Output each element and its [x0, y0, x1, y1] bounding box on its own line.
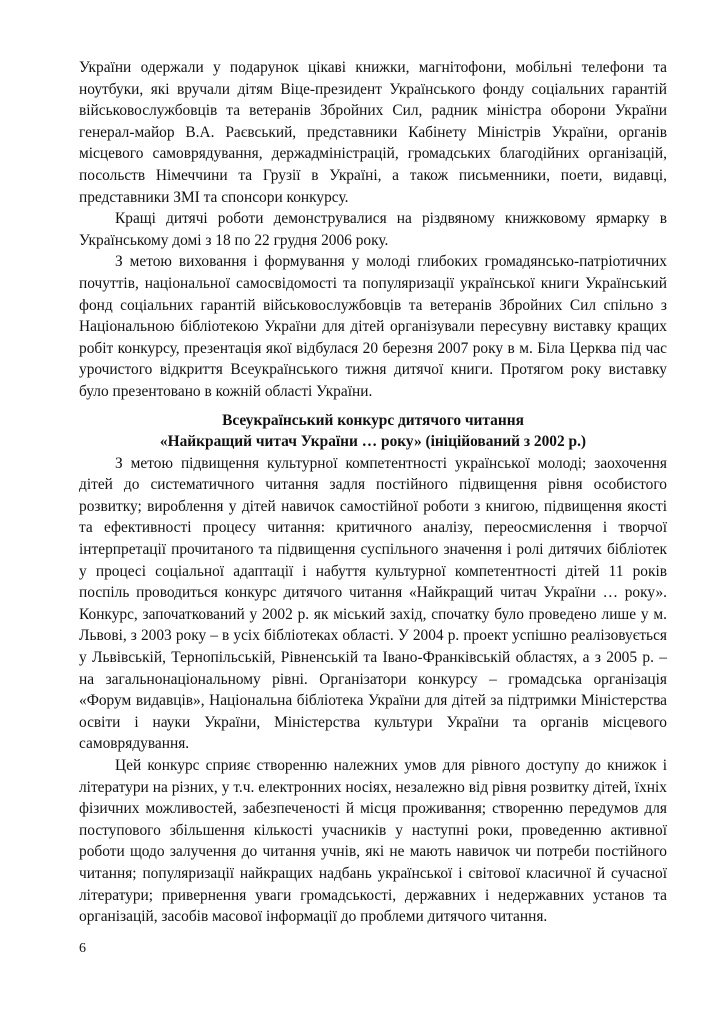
page-body — [79, 57, 667, 928]
paragraph-contest-benefits: Цей конкурс сприяє створенню належних умов для рівного доступу до книжок і літератури на різних, у т.ч. електронних носіях, незалежно від рівня розвитку дітей, їхніх фізичних можливостей, забезпеченості й місця проживання; створенню передумов для поступового збільшення кількості учасників у наступні роки, проведенню активної роботи щодо залучення до читання учнів, які не мають навичок чи потреби постійного читання; популяризації найкращих надбань української і світової класичної й сучасної літератури; привернення уваги громадськості, державних і недержавних установ та організацій, засобів масової інформації до проблеми дитячого читання. — [79, 757, 667, 926]
section-heading — [79, 410, 667, 453]
paragraph-exhibition: З метою виховання і формування у молоді глибоких громадянсько-патріотичних почуттів, національної самосвідомості та популяризації української книги Український фонд соціальних гарантій військовослужбовців та ветеранів Збройних Сил спільно з Національною бібліотекою України для дітей організували пересувну виставку кращих робіт конкурсу, презентація якої відбулася 20 березня 2007 року в м. Біла Церква під час урочистого відкриття Всеукраїнського тижня дитячої книги. Протягом року виставку було презентовано в кожній області України. — [79, 253, 667, 400]
section-heading-line1: Всеукраїнський конкурс дитячого читання — [222, 411, 524, 429]
paragraph-continued: України одержали у подарунок цікаві книжки, магнітофони, мобільні телефони та ноутбуки, які вручали дітям Віце-президент Українського фонду соціальних гарантій військовослужбовців та ветеранів Збройних Сил, радник міністра оборони України генерал-майор В.А. Раєвський, представники Кабінету Міністрів України, органів місцевого самоврядування, держадміністрацій, громадських благодійних організацій, посольств Німеччини та Грузії в Україні, а також письменники, поети, видавці, представники ЗМІ та спонсори конкурсу. — [79, 59, 667, 206]
page-number: 6 — [79, 941, 86, 956]
paragraph-contest-goals: З метою підвищення культурної компетентності української молоді; заохочення дітей до систематичного читання задля постійного підвищення рівня особистого розвитку; вироблення у дітей навичок самостійної роботи з книгою, підвищення якості та ефективності процесу читання: критичного аналізу, переосмислення і творчої інтерпретації прочитаного та підвищення суспільного значення і ролі дитячих бібліотек у процесі соціальної адаптації і набуття культурної компетентності дітей 11 років поспіль проводиться конкурс дитячого читання «Найкращий читач України … року». Конкурс, започаткований у 2002 р. як міський захід, спочатку було проведено лише у м. Львові, з 2003 року – в усіх бібліотеках області. У 2004 р. проект успішно реалізовується у Львівській, Тернопільській, Рівненській та Івано-Франківській областях, а з 2005 р. – на загальнонаціональному рівні. Організатори конкурсу – громадська організація «Форум видавців», Національна бібліотека України для дітей за підтримки Міністерства освіти і науки України, Міністерства культури України та органів місцевого самоврядування. — [79, 454, 667, 753]
section-heading-line2: «Найкращий читач України … року» (ініційований з 2002 р.) — [159, 433, 587, 451]
paragraph-fair: Кращі дитячі роботи демонструвалися на різдвяному книжковому ярмарку в Українському домі з 18 по 22 грудня 2006 року. — [79, 210, 667, 249]
